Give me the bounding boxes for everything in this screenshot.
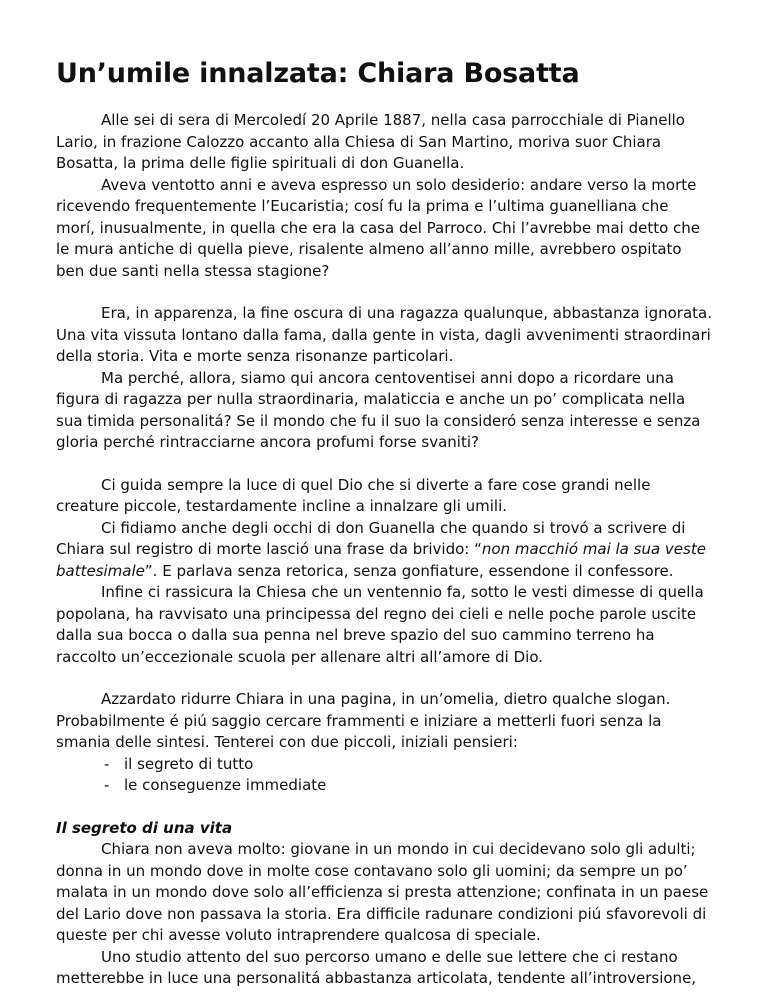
paragraph-with-quote [56, 518, 712, 583]
list-item: - il segreto di tutto [104, 754, 712, 776]
paragraph: Aveva ventotto anni e aveva espresso un solo desiderio: andare verso la morte ricevendo frequentemente l’Eucaristia; cosí fu la prima e l’ultima guanelliana che morí, inusualmente, in quella che era la casa del Parroco. Chi l’avrebbe mai detto che le mura antiche di quella pieve, risalente almeno all’anno mille, avrebbero ospitato ben due santi nella stessa stagione? [56, 175, 701, 280]
quote-text: non macchió mai la sua veste battesimale [56, 540, 706, 580]
paragraph: Infine ci rassicura la Chiesa che un ventennio fa, sotto le vesti dimesse di quella popolana, ha ravvisato una principessa del regno dei cieli e nelle poche parole uscite dalla sua bocca o dalla sua penna nel breve spazio del suo cammino terreno ha raccolto un’eccezionale scuola per allenare altri all’amore di Dio. [56, 583, 704, 666]
paragraph: Azzardato ridurre Chiara in una pagina, in un’omelia, dietro qualche slogan. Probabilmente é piú saggio cercare frammenti e iniziare a metterli fuori senza la smania delle sintesi. Tenterei con due piccoli, iniziali pensieri: [56, 690, 671, 751]
paragraph: Uno studio attento del suo percorso umano e delle sue lettere che ci restano metterebbe in luce una personalitá abbastanza articolata, tendente all’introversione, [56, 947, 697, 987]
paragraph-gap [56, 668, 712, 689]
bullet-list [56, 754, 712, 797]
paragraph-gap [56, 797, 712, 818]
paragraph: Era, in apparenza, la fine oscura di una ragazza qualunque, abbastanza ignorata. Una vita vissuta lontano dalla fama, dalla gente in vista, dagli avvenimenti straordinari della storia. Vita e morte senza risonanze particolari. [56, 304, 713, 365]
paragraph-gap [56, 282, 712, 303]
paragraph: Alle sei di sera di Mercoledí 20 Aprile 1887, nella casa parrocchiale di Pianello Lario, in frazione Calozzo accanto alla Chiesa di San Martino, moriva suor Chiara Bosatta, la prima delle figlie spirituali di don Guanella. [56, 111, 685, 172]
paragraph: Ci guida sempre la luce di quel Dio che si diverte a fare cose grandi nelle creature piccole, testardamente incline a innalzare gli umili. [56, 475, 651, 515]
paragraph: Ma perché, allora, siamo qui ancora centoventisei anni dopo a ricordare una figura di ragazza per nulla straordinaria, malaticcia e anche un po’ complicata nella sua timida personalitá? Se il mondo che fu il suo la consideró senza interesse e senza gloria perché rintracciarne ancora profumi forse svaniti? [56, 368, 701, 451]
paragraph-text: ”. E parlava senza retorica, senza gonfiature, essendone il confessore. [144, 561, 674, 580]
list-item: - le conseguenze immediate [104, 775, 712, 797]
document-title: Un’umile innalzata: Chiara Bosatta [56, 58, 580, 89]
paragraph-gap [56, 454, 712, 475]
section-title: Il segreto di una vita [56, 818, 233, 837]
paragraph-text: Ci fidiamo anche degli occhi di don Guanella che quando si trovó a scrivere di Chiara sul registro di morte lasció una frase da brivido: “ [56, 518, 686, 558]
paragraph: Chiara non aveva molto: giovane in un mondo in cui decidevano solo gli adulti; donna in un mondo dove in molte cose contavano solo gli uomini; da sempre un po’ malata in un mondo dove solo all’efficienza si presta attenzione; confinata in un paese del Lario dove non passava la storia. Era difficile radunare condizioni piú sfavorevoli di queste per chi avesse voluto intraprendere qualcosa di speciale. [56, 840, 709, 944]
